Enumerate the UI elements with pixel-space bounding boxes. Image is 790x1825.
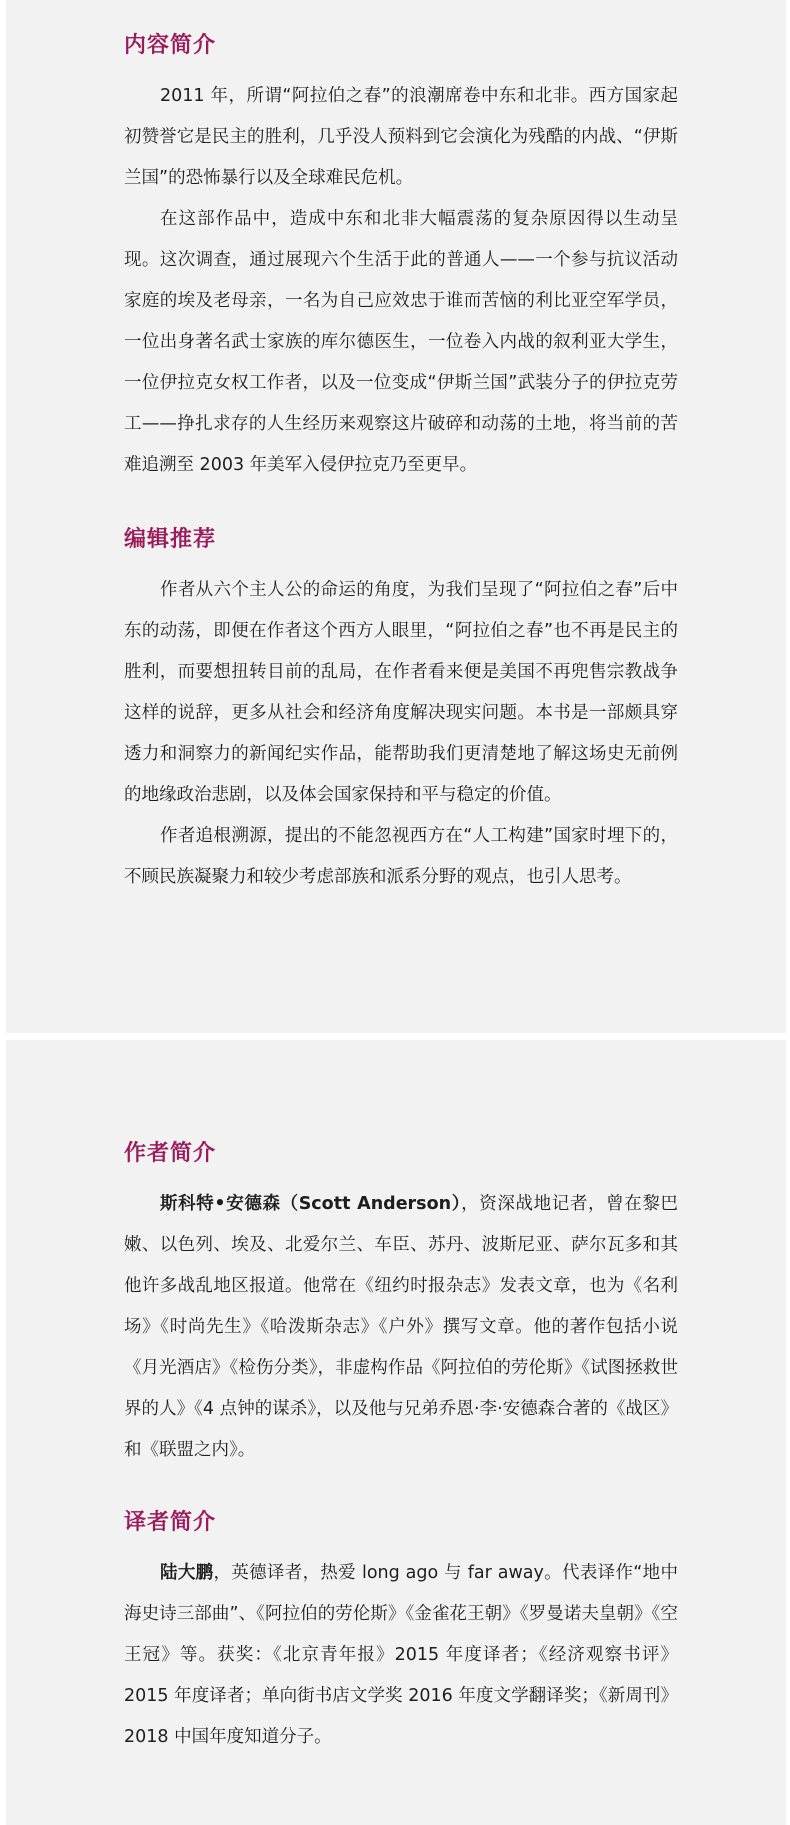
editor-pick-paragraph-2: 作者追根溯源，提出的不能忽视西方在“人工构建”国家时埋下的，不顾民族凝聚力和较少考虑部族和派系分野的观点，也引人思考。 — [124, 826, 678, 887]
author-intro-paragraph — [124, 1184, 678, 1471]
editor-pick-heading: 编辑推荐 — [124, 527, 217, 552]
editor-pick-section — [124, 522, 678, 898]
lower-panel — [6, 1040, 786, 1825]
content-intro-paragraph-2: 在这部作品中，造成中东和北非大幅震荡的复杂原因得以生动呈现。这次调查，通过展现六个生活于此的普通人——一个参与抗议活动家庭的埃及老母亲，一名为自己应效忠于谁而苦恼的利比亚空军学员，一位出身著名武士家族的库尔德医生，一位卷入内战的叙利亚大学生，一位伊拉克女权工作者，以及一位变成“伊斯兰国”武装分子的伊拉克劳工——挣扎求存的人生经历来观察这片破碎和动荡的土地，将当前的苦难追溯至 2003 年美军入侵伊拉克乃至更早。 — [124, 209, 678, 475]
translator-intro-heading: 译者简介 — [124, 1510, 217, 1535]
translator-intro-section — [124, 1505, 678, 1758]
author-intro-heading: 作者简介 — [124, 1141, 217, 1166]
translator-intro-paragraph — [124, 1553, 678, 1758]
author-intro-section — [124, 1136, 678, 1471]
author-bio-text: ，资深战地记者，曾在黎巴嫩、以色列、埃及、北爱尔兰、车臣、苏丹、波斯尼亚、萨尔瓦多和其他许多战乱地区报道。他常在《纽约时报杂志》发表文章，也为《名利场》《时尚先生》《哈泼斯杂志》《户外》撰写文章。他的著作包括小说《月光酒店》《检伤分类》，非虚构作品《阿拉伯的劳伦斯》《试图拯救世界的人》《4 点钟的谋杀》，以及他与兄弟乔恩·李·安德森合著的《战区》和《联盟之内》。 — [124, 1194, 678, 1460]
translator-name: 陆大鹏 — [160, 1563, 214, 1583]
content-intro-paragraph-1: 2011 年，所谓“阿拉伯之春”的浪潮席卷中东和北非。西方国家起初赞誉它是民主的胜利，几乎没人预料到它会演化为残酷的内战、“伊斯兰国”的恐怖暴行以及全球难民危机。 — [124, 86, 678, 188]
content-intro-heading: 内容简介 — [124, 33, 217, 58]
editor-pick-paragraph-1: 作者从六个主人公的命运的角度，为我们呈现了“阿拉伯之春”后中东的动荡，即便在作者这个西方人眼里，“阿拉伯之春”也不再是民主的胜利，而要想扭转目前的乱局，在作者看来便是美国不再兜售宗教战争这样的说辞，更多从社会和经济角度解决现实问题。本书是一部颇具穿透力和洞察力的新闻纪实作品，能帮助我们更清楚地了解这场史无前例的地缘政治悲剧，以及体会国家保持和平与稳定的价值。 — [124, 580, 678, 805]
author-name: 斯科特•安德森（Scott Anderson） — [160, 1194, 462, 1214]
content-intro-section — [124, 28, 678, 486]
upper-panel — [6, 0, 786, 1033]
translator-bio-text: ，英德译者，热爱 long ago 与 far away。代表译作“地中海史诗三部曲”、《阿拉伯的劳伦斯》《金雀花王朝》《罗曼诺夫皇朝》《空王冠》等。获奖：《北京青年报》2015 年度译者；《经济观察书评》2015 年度译者；单向街书店文学奖 2016 年度文学翻译奖；《新周刊》2018 中国年度知道分子。 — [124, 1563, 679, 1747]
